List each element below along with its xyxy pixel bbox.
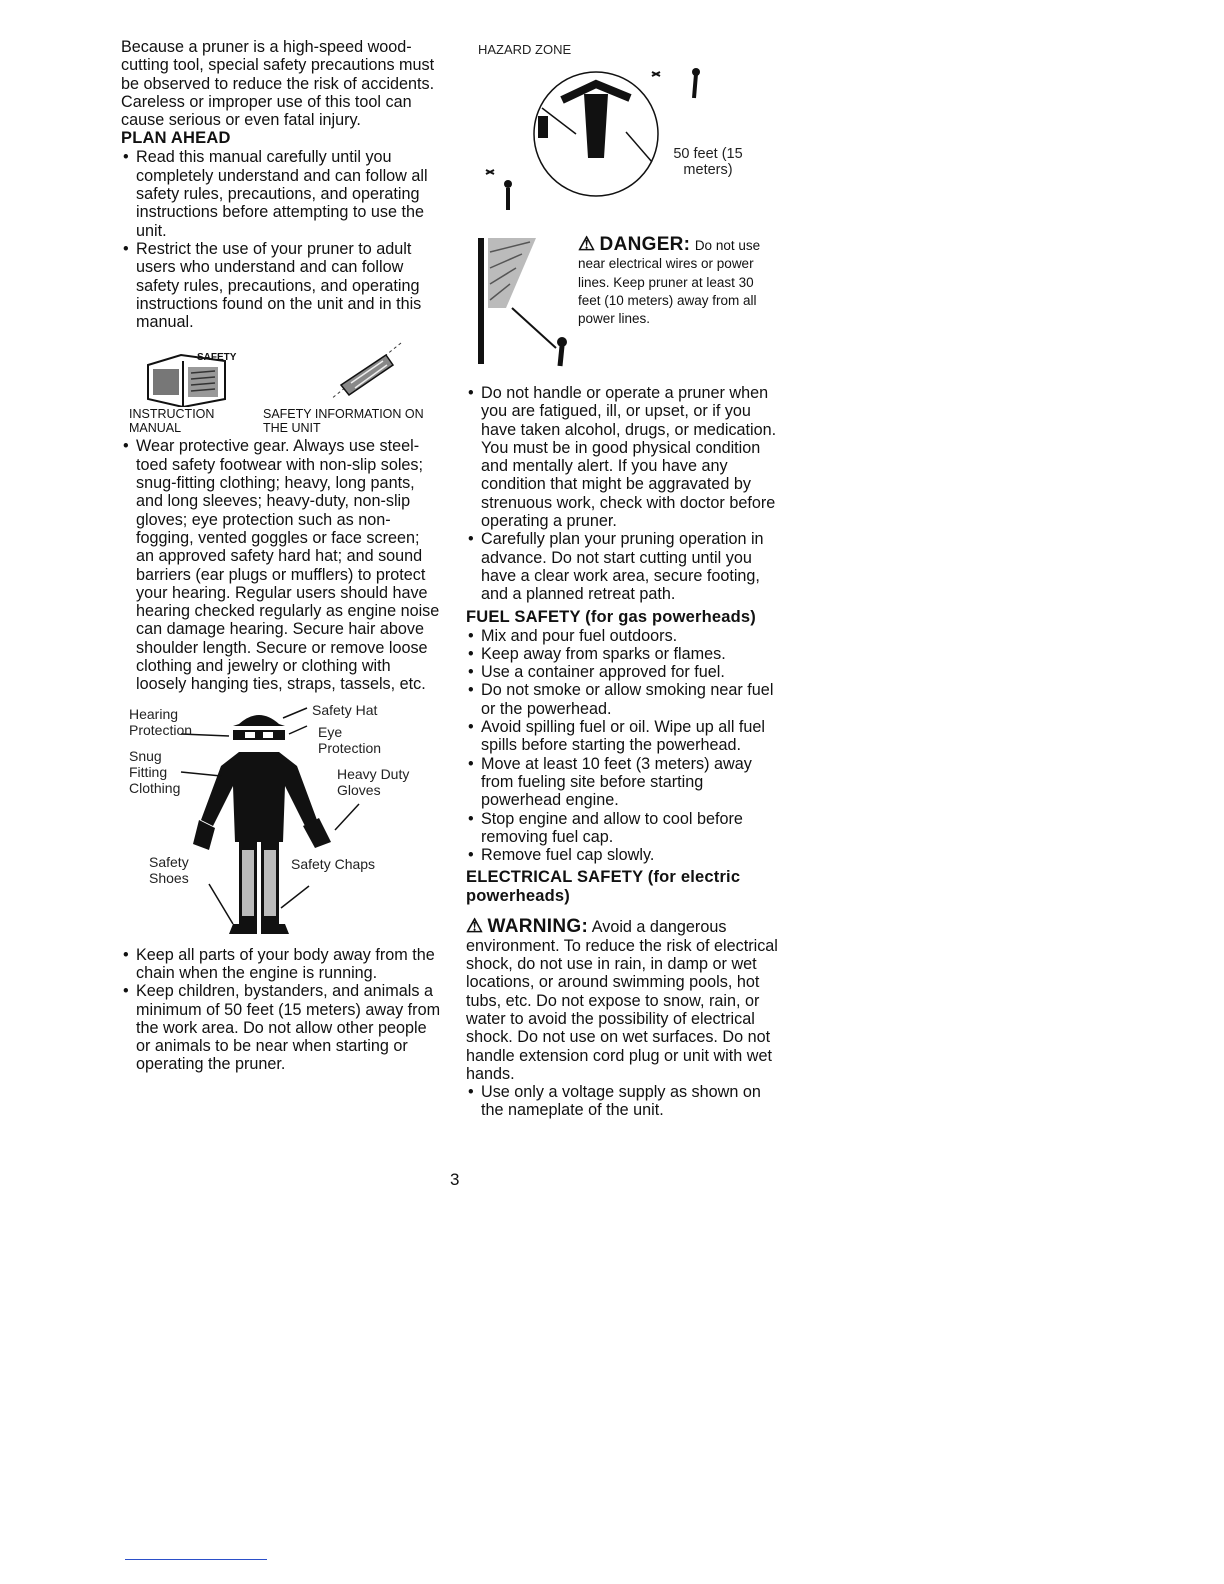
list-item: • Stop engine and allow to cool before removing fuel cap.: [466, 810, 784, 847]
warning-text: Avoid a dangerous environment. To reduce the risk of electrical shock, do not use in rain, in damp or wet locations, or around swimming pools, hot tubs, etc. Do not expose to snow, rain, or water to avoid the possibility of electrical shock. Do not use on wet surfaces. Do not handle extension cord plug or unit with wet hands.: [466, 918, 778, 1083]
list-item: • Move at least 10 feet (3 meters) away from fueling site before starting powerhead engine.: [466, 755, 784, 810]
list-item: • Do not handle or operate a pruner when you are fatigued, ill, or upset, or if you have taken alcohol, drugs, or medication. You must be in good physical condition and mentally alert. If you have any condition that might be aggravated by strenuous work, check with doctor before operating a pruner.: [466, 384, 784, 530]
person-icon: [692, 68, 700, 76]
list-item: • Keep away from sparks or flames.: [466, 645, 784, 663]
caption-instruction-manual: INSTRUCTION MANUAL: [129, 407, 215, 436]
utility-pole-icon: [478, 238, 484, 364]
label-safety-chaps: Safety Chaps: [291, 855, 376, 872]
animal-icon: [652, 72, 660, 76]
hazard-zone-figure: [466, 38, 784, 214]
hazard-distance-label: 50 feet (15 meters): [673, 146, 743, 178]
decal-icon: [331, 343, 401, 399]
list-item: • Use only a voltage supply as shown on the nameplate of the unit.: [466, 1083, 784, 1120]
footer-rule: [125, 1559, 267, 1560]
tree-icon: [584, 94, 608, 158]
manual-book-icon: [121, 337, 441, 407]
worker-icon: [557, 337, 567, 347]
danger-warning-icon: ⚠: [578, 234, 596, 255]
voltage-list: [466, 1083, 784, 1120]
warning-paragraph: [466, 918, 784, 1083]
svg-text:SAFETY: SAFETY: [197, 352, 237, 364]
safety-hat-icon: [233, 715, 285, 726]
label-snug-fitting-clothing: Snug Fitting Clothing: [129, 747, 181, 796]
operator-condition-list: [466, 384, 784, 604]
electrical-safety-heading: ELECTRICAL SAFETY (for electric powerheads): [466, 868, 741, 906]
shoe-icon: [229, 924, 257, 934]
list-item: • Avoid spilling fuel or oil. Wipe up all fuel spills before starting the powerhead.: [466, 718, 784, 755]
danger-word: DANGER:: [599, 234, 691, 255]
label-safety-shoes: Safety Shoes: [149, 853, 189, 886]
hazard-zone-diagram: [466, 38, 784, 214]
list-item: • Remove fuel cap slowly.: [466, 846, 784, 864]
list-item: • Wear protective gear. Always use steel-toed safety footwear with non-slip soles; snug-fitting clothing; heavy, long pants, and long sleeves; heavy-duty, non-slip gloves; eye protection such as non-fogging, vented goggles or face screen; an approved safety hard hat; and sound barriers (ear plugs or mufflers) to protect your hearing. Regular users should have hearing checked regularly as engine noise can damage hearing. Secure hair above shoulder length. Secure or remove loose clothing and jewelry or clothing with loosely hanging ties, straps, tassels, etc.: [121, 437, 441, 693]
list-item: • Carefully plan your pruning operation in advance. Do not start cutting until you have a clear work area, secure footing, and a planned retreat path.: [466, 530, 784, 603]
protective-gear-list: [121, 437, 441, 693]
right-column: [466, 38, 784, 1120]
figure-torso: [201, 752, 317, 842]
hazard-zone-label: HAZARD ZONE: [478, 42, 572, 57]
caption-safety-information: SAFETY INFORMATION ON THE UNIT: [263, 407, 424, 436]
animal-icon: [486, 170, 494, 174]
label-eye-protection: Eye Protection: [318, 723, 382, 756]
intro-paragraph: Because a pruner is a high-speed wood-cutting tool, special safety precautions must be observed to reduce the risk of accidents. Careless or improper use of this tool can cause serious or even fatal injury.: [121, 38, 435, 130]
danger-figure: [466, 234, 784, 384]
person-icon: [504, 180, 512, 188]
bystander-list: [121, 946, 441, 1074]
worker-icon: [538, 116, 548, 138]
fuel-safety-list: [466, 627, 784, 865]
list-item: • Keep all parts of your body away from the chain when the engine is running.: [121, 946, 441, 983]
list-item: • Read this manual carefully until you completely understand and can follow all safety rules, precautions, and operating instructions before attempting to use the unit.: [121, 148, 441, 239]
list-item: • Use a container approved for fuel.: [466, 663, 784, 681]
page-number: 3: [450, 1170, 460, 1189]
list-item: • Mix and pour fuel outdoors.: [466, 627, 784, 645]
label-safety-hat: Safety Hat: [312, 701, 378, 718]
danger-notice: [578, 236, 778, 327]
warning-icon: ⚠: [466, 916, 484, 938]
plan-ahead-list: [121, 148, 441, 331]
plan-ahead-heading: PLAN AHEAD: [121, 129, 231, 148]
shoe-icon: [261, 924, 289, 934]
list-item: • Do not smoke or allow smoking near fuel or the powerhead.: [466, 681, 784, 718]
danger-text: Do not use near electrical wires or power lines. Keep pruner at least 30 feet (10 meters) away from all power lines.: [578, 238, 761, 327]
manual-figure: [121, 337, 441, 436]
protective-gear-figure: [121, 702, 441, 942]
warning-word: WARNING:: [487, 916, 589, 938]
left-column: [121, 38, 441, 1074]
label-hearing-protection: Hearing Protection: [129, 705, 193, 738]
list-item: • Restrict the use of your pruner to adult users who understand and can follow safety rules, precautions, and operating instructions found on the unit and in this manual.: [121, 240, 441, 331]
list-item: • Keep children, bystanders, and animals a minimum of 50 feet (15 meters) away from the work area. Do not allow other people or animals to be near when starting or operating the pruner.: [121, 982, 441, 1073]
fuel-safety-heading: FUEL SAFETY (for gas powerheads): [466, 607, 757, 626]
label-heavy-duty-gloves: Heavy Duty Gloves: [337, 765, 410, 798]
